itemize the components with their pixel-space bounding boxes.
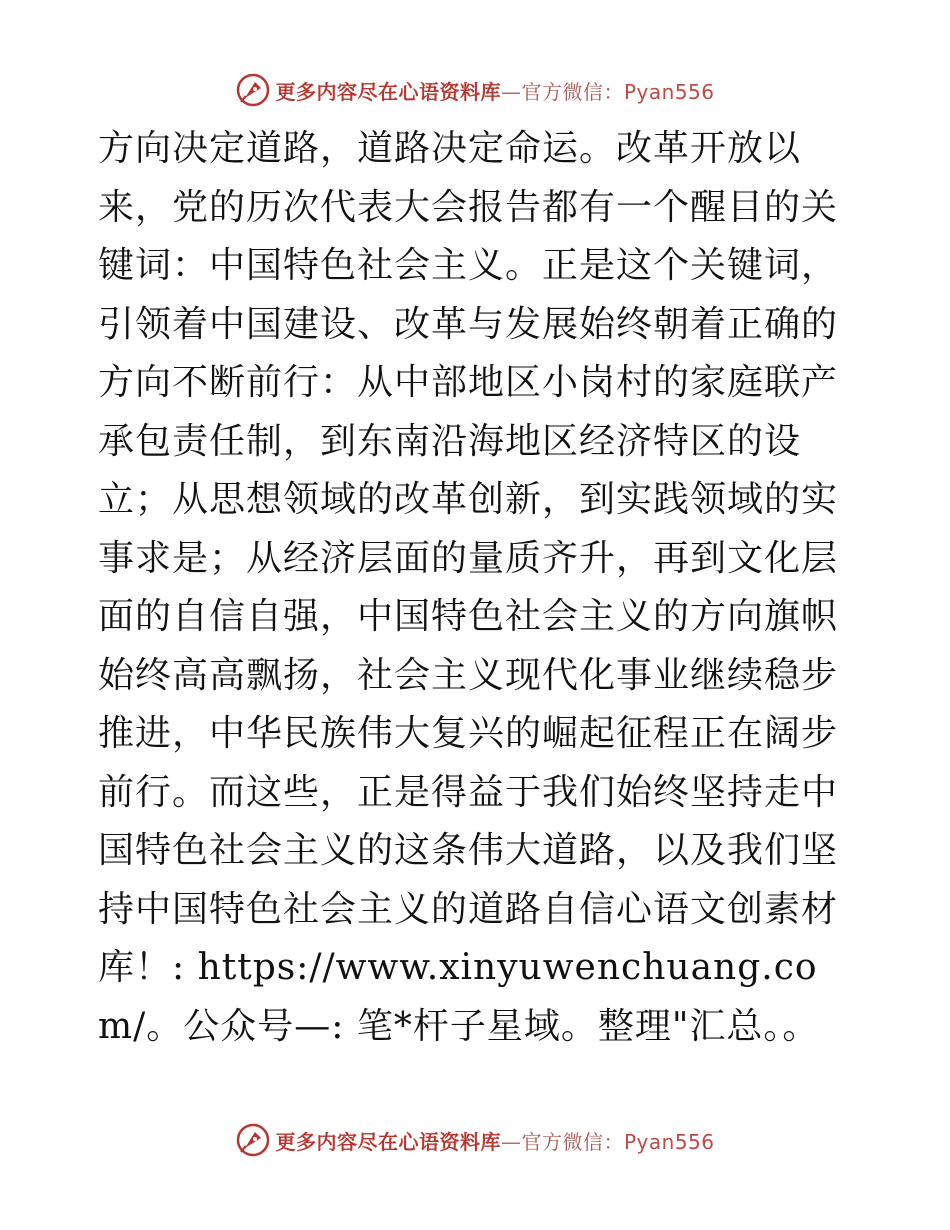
watermark-official: 官方微信： xyxy=(521,79,624,104)
watermark-text xyxy=(275,76,714,105)
watermark-main: 更多内容尽在心语资料库 xyxy=(275,1129,501,1154)
watermark-id: Pyan556 xyxy=(623,79,715,104)
header-watermark xyxy=(0,70,950,110)
watermark-dash: — xyxy=(500,1129,522,1154)
body-paragraph: 方向决定道路，道路决定命运。改革开放以来，党的历次代表大会报告都有一个醒目的关键词：中国特色社会主义。正是这个关键词，引领着中国建设、改革与发展始终朝着正确的方向不断前行：从中部地区小岗村的家庭联产承包责任制，到东南沿海地区经济特区的设立；从思想领域的改革创新，到实践领域的实事求是；从经济层面的量质齐升，再到文化层面的自信自强，中国特色社会主义的方向旗帜始终高高飘扬，社会主义现代化事业继续稳步推进，中华民族伟大复兴的崛起征程正在阔步前行。而这些，正是得益于我们始终坚持走中国特色社会主义的这条伟大道路，以及我们坚持中国特色社会主义的道路自信心语文创素材库！: https://www.xinyuwenchuang.com/。公众号—: 笔*杆子星域。整理"汇总。。 xyxy=(98,128,839,1047)
watermark-id: Pyan556 xyxy=(623,1129,715,1154)
pen-nib-icon xyxy=(235,72,271,108)
document-body xyxy=(98,120,858,1056)
watermark-text xyxy=(275,1126,714,1155)
watermark-main: 更多内容尽在心语资料库 xyxy=(275,79,501,104)
pen-nib-icon xyxy=(235,1122,271,1158)
footer-watermark xyxy=(0,1120,950,1160)
watermark-dash: — xyxy=(500,79,522,104)
watermark-official: 官方微信： xyxy=(521,1129,624,1154)
